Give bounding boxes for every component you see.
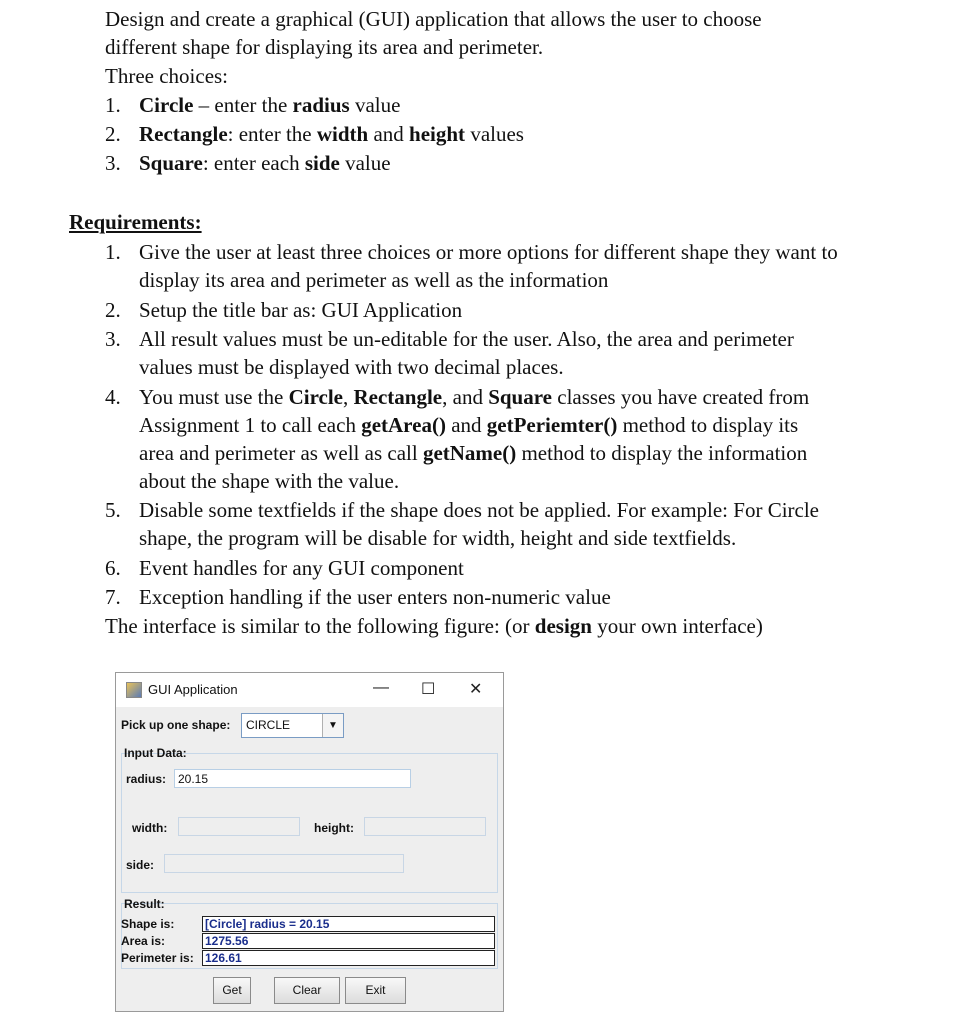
requirement-number: 6. <box>105 556 121 580</box>
requirement-number: 7. <box>105 585 121 609</box>
requirement-number: 2. <box>105 298 121 322</box>
choice-circle: Circle – enter the radius value <box>139 93 401 117</box>
choice-number: 2. <box>105 122 121 146</box>
intro-line-2: different shape for displaying its area and perimeter. <box>105 35 544 59</box>
requirement-4-line-d: about the shape with the value. <box>139 469 400 493</box>
requirement-1-line-a: Give the user at least three choices or more options for different shape they want to <box>139 240 838 264</box>
gui-application-window <box>115 672 504 1012</box>
choice-square: Square: enter each side value <box>139 151 391 175</box>
pick-shape-label: Pick up one shape: <box>121 718 231 732</box>
clear-button[interactable]: Clear <box>274 977 340 1004</box>
width-label: width: <box>132 821 168 835</box>
get-button[interactable]: Get <box>213 977 251 1004</box>
maximize-icon[interactable]: ☐ <box>421 681 436 698</box>
requirement-4-line-b: Assignment 1 to call each getArea() and getPeriemter() method to display its <box>139 413 799 437</box>
requirement-3-line-a: All result values must be un-editable for the user. Also, the area and perimeter <box>139 327 794 351</box>
requirement-5-line-a: Disable some textfields if the shape does not be applied. For example: For Circle <box>139 498 819 522</box>
area-is-field: 1275.56 <box>202 933 495 949</box>
height-label: height: <box>314 821 354 835</box>
perimeter-is-label: Perimeter is: <box>121 951 194 965</box>
requirements-heading: Requirements: <box>69 210 202 234</box>
choices-heading: Three choices: <box>105 64 229 88</box>
minimize-icon[interactable]: — <box>373 679 389 696</box>
choice-number: 3. <box>105 151 121 175</box>
java-app-icon <box>126 682 142 698</box>
requirement-1-line-b: display its area and perimeter as well as the information <box>139 268 609 292</box>
input-data-label: Input Data: <box>124 746 187 760</box>
choice-number: 1. <box>105 93 121 117</box>
area-is-label: Area is: <box>121 934 166 948</box>
shape-select[interactable] <box>241 713 344 738</box>
height-field[interactable] <box>364 817 486 836</box>
width-field[interactable] <box>178 817 300 836</box>
requirement-7: Exception handling if the user enters non-numeric value <box>139 585 611 609</box>
chevron-down-icon[interactable]: ▼ <box>322 714 343 737</box>
requirement-number: 3. <box>105 327 121 351</box>
title-bar <box>116 673 503 707</box>
requirement-4-line-a: You must use the Circle, Rectangle, and Square classes you have created from <box>139 385 810 409</box>
close-icon[interactable]: ✕ <box>469 681 483 698</box>
intro-line-1: Design and create a graphical (GUI) application that allows the user to choose <box>105 7 762 31</box>
shape-is-field: [Circle] radius = 20.15 <box>202 916 495 932</box>
window-title: GUI Application <box>148 682 238 697</box>
requirement-number: 1. <box>105 240 121 264</box>
radius-label: radius: <box>126 772 167 786</box>
requirement-2: Setup the title bar as: GUI Application <box>139 298 463 322</box>
perimeter-is-field: 126.61 <box>202 950 495 966</box>
requirement-3-line-b: values must be displayed with two decimal places. <box>139 355 564 379</box>
requirement-4-line-c: area and perimeter as well as call getName() method to display the information <box>139 441 808 465</box>
choice-rectangle: Rectangle: enter the width and height values <box>139 122 524 146</box>
shape-is-label: Shape is: <box>121 917 175 931</box>
requirement-number: 4. <box>105 385 121 409</box>
side-label: side: <box>126 858 155 872</box>
result-label: Result: <box>124 897 165 911</box>
radius-field[interactable]: 20.15 <box>174 769 411 788</box>
requirement-6: Event handles for any GUI component <box>139 556 464 580</box>
requirement-number: 5. <box>105 498 121 522</box>
closing-line: The interface is similar to the following figure: (or design your own interface) <box>105 614 763 638</box>
exit-button[interactable]: Exit <box>345 977 406 1004</box>
requirement-5-line-b: shape, the program will be disable for width, height and side textfields. <box>139 526 737 550</box>
side-field[interactable] <box>164 854 404 873</box>
shape-select-value: CIRCLE <box>246 718 291 732</box>
